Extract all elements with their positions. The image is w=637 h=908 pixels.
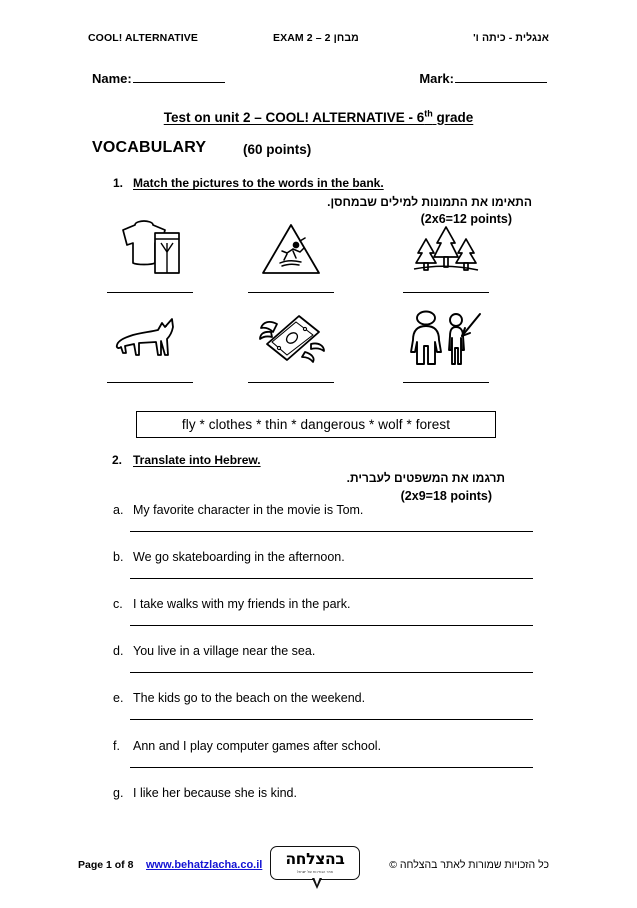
page-title-text: Test on unit 2 – COOL! ALTERNATIVE - 6: [163, 109, 425, 125]
translation-item-b: [113, 550, 533, 597]
name-input[interactable]: [133, 70, 225, 83]
question-1-hebrew: התאימו את התמונות למילים שבמחסן.: [327, 195, 532, 209]
flying-money-icon: [246, 308, 336, 370]
website-link[interactable]: www.behatzlacha.co.il: [146, 859, 263, 871]
translation-item-e: [113, 691, 533, 738]
question-1-number: 1.: [113, 176, 124, 190]
translation-label-b: b.: [113, 550, 124, 564]
copyright-notice: כל הזכויות שמורות לאתר בהצלחה ©: [389, 859, 549, 871]
header-subject-grade: אנגלית - כיתה ו': [473, 32, 549, 44]
forest-trees-icon: [401, 218, 491, 280]
picture-item-2: [246, 218, 336, 296]
page-header: [88, 32, 549, 48]
question-2-number: 2.: [112, 453, 123, 467]
mark-field-group: [419, 70, 547, 86]
picture-item-1: [105, 218, 195, 296]
picture-answer-line-4[interactable]: [107, 382, 193, 383]
question-1-points: (2x6=12 points): [420, 212, 512, 226]
logo-bubble: [270, 846, 360, 880]
page-title-tail: grade: [432, 109, 474, 125]
picture-item-4: [105, 308, 195, 386]
translation-item-f: [113, 739, 533, 786]
translation-sentence-f: Ann and I play computer games after school.: [133, 739, 382, 753]
clothes-icon: [105, 218, 195, 280]
translation-label-d: d.: [113, 644, 124, 658]
question-1-instruction: Match the pictures to the words in the bank.: [133, 176, 384, 190]
translation-label-e: e.: [113, 691, 124, 705]
picture-answer-line-2[interactable]: [248, 292, 334, 293]
question-2-hebrew: תרגמו את המשפטים לעברית.: [346, 471, 505, 485]
question-2-instruction: Translate into Hebrew.: [133, 453, 261, 467]
translation-sentence-a: My favorite character in the movie is Tom.: [133, 503, 364, 517]
translation-sentence-c: I take walks with my friends in the park.: [133, 597, 351, 611]
translation-item-a: [113, 503, 533, 550]
section-heading-vocabulary: VOCABULARY: [92, 139, 207, 156]
logo-subtext: אתר הבחינות של ישראל: [296, 869, 334, 874]
translation-sentence-b: We go skateboarding in the afternoon.: [133, 550, 345, 564]
translation-label-c: c.: [113, 597, 123, 611]
word-bank-text: fly * clothes * thin * dangerous * wolf * forest: [181, 417, 451, 432]
thin-person-icon: [401, 308, 491, 370]
translation-item-c: [113, 597, 533, 644]
translation-sentence-e: The kids go to the beach on the weekend.: [133, 691, 366, 705]
picture-answer-line-5[interactable]: [248, 382, 334, 383]
page-title-ordinal: th: [424, 108, 433, 118]
header-course-name: COOL! ALTERNATIVE: [88, 32, 198, 44]
header-exam-label: EXAM 2 – 2 מבחן: [273, 32, 359, 44]
translation-sentence-g: I like her because she is kind.: [133, 786, 297, 800]
logo-bubble-tail-inner: [314, 877, 320, 885]
page-title: [0, 108, 637, 125]
translation-answer-line-a[interactable]: [130, 531, 533, 532]
mark-input[interactable]: [455, 70, 547, 83]
translation-answer-line-f[interactable]: [130, 767, 533, 768]
name-label: Name:: [92, 71, 132, 86]
student-fields-row: [92, 70, 547, 90]
wolf-icon: [105, 308, 195, 370]
picture-answer-line-1[interactable]: [107, 292, 193, 293]
translation-item-g: [113, 786, 533, 833]
picture-answer-line-6[interactable]: [403, 382, 489, 383]
question-2-points: (2x9=18 points): [400, 489, 492, 503]
picture-item-5: [246, 308, 336, 386]
translation-label-g: g.: [113, 786, 124, 800]
picture-answer-line-3[interactable]: [403, 292, 489, 293]
word-bank: [136, 411, 496, 438]
translation-sentence-d: You live in a village near the sea.: [133, 644, 316, 658]
logo-text: בהצלחה: [285, 850, 345, 869]
translation-item-d: [113, 644, 533, 691]
page-number: Page 1 of 8: [78, 859, 134, 871]
behatzlacha-logo[interactable]: [270, 846, 360, 888]
translation-answer-line-d[interactable]: [130, 672, 533, 673]
translation-label-a: a.: [113, 503, 124, 517]
translation-answer-line-c[interactable]: [130, 625, 533, 626]
section-points: (60 points): [243, 142, 312, 157]
name-field-group: [92, 70, 225, 86]
translation-answer-line-e[interactable]: [130, 719, 533, 720]
page-footer: [0, 850, 637, 905]
mark-label: Mark:: [419, 71, 454, 86]
translation-answer-line-b[interactable]: [130, 578, 533, 579]
danger-sign-icon: [246, 218, 336, 280]
picture-item-6: [401, 308, 491, 386]
picture-item-3: [401, 218, 491, 296]
translation-label-f: f.: [113, 739, 120, 753]
